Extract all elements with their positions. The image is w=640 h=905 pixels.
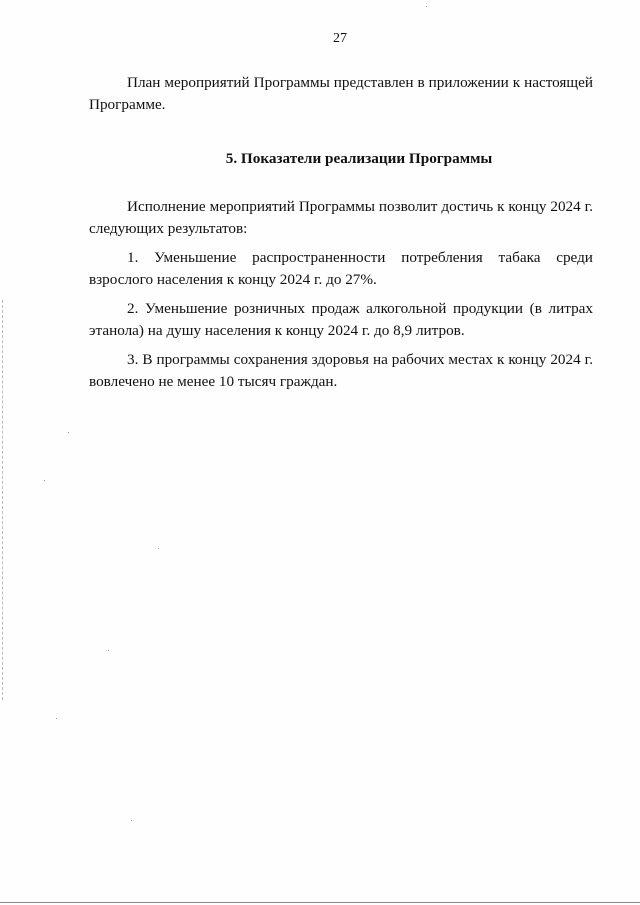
- result-item-1-word: 1.: [127, 249, 139, 266]
- section-heading: 5. Показатели реализации Программы: [225, 150, 493, 167]
- scan-edge-bottom: [0, 902, 640, 903]
- result-item-1: [89, 247, 593, 291]
- result-item-1-word: табака: [498, 249, 541, 266]
- plan-paragraph-block: [89, 72, 593, 116]
- result-item-1-word: распространенности: [252, 249, 386, 266]
- scan-speck: [131, 820, 132, 821]
- scan-speck: [56, 718, 57, 719]
- result-item-1-line1: [89, 247, 593, 269]
- result-item-1-word: Уменьшение: [154, 249, 237, 266]
- scan-speck: [158, 548, 159, 549]
- result-item-1-line2: взрослого населения к концу 2024 г. до 27%.: [89, 271, 377, 288]
- result-item-3: 3. В программы сохранения здоровья на рабочих местах к концу 2024 г. вовлечено не менее 10 тысяч граждан.: [89, 351, 593, 390]
- scan-speck: [426, 6, 427, 7]
- page-number: 27: [333, 31, 347, 46]
- results-block: [89, 196, 593, 393]
- scan-speck: [68, 432, 69, 433]
- result-item-2: 2. Уменьшение розничных продаж алкогольной продукции (в литрах этанола) на душу населения к концу 2024 г. до 8,9 литров.: [89, 300, 593, 339]
- scan-edge-left: [2, 300, 4, 700]
- scan-speck: [108, 650, 109, 651]
- scan-speck: [44, 480, 45, 481]
- intro-paragraph: Исполнение мероприятий Программы позволит достичь к концу 2024 г. следующих результатов:: [89, 198, 593, 237]
- plan-paragraph: План мероприятий Программы представлен в приложении к настоящей Программе.: [89, 74, 593, 113]
- result-item-1-word: среди: [556, 249, 593, 266]
- result-item-1-word: потребления: [401, 249, 483, 266]
